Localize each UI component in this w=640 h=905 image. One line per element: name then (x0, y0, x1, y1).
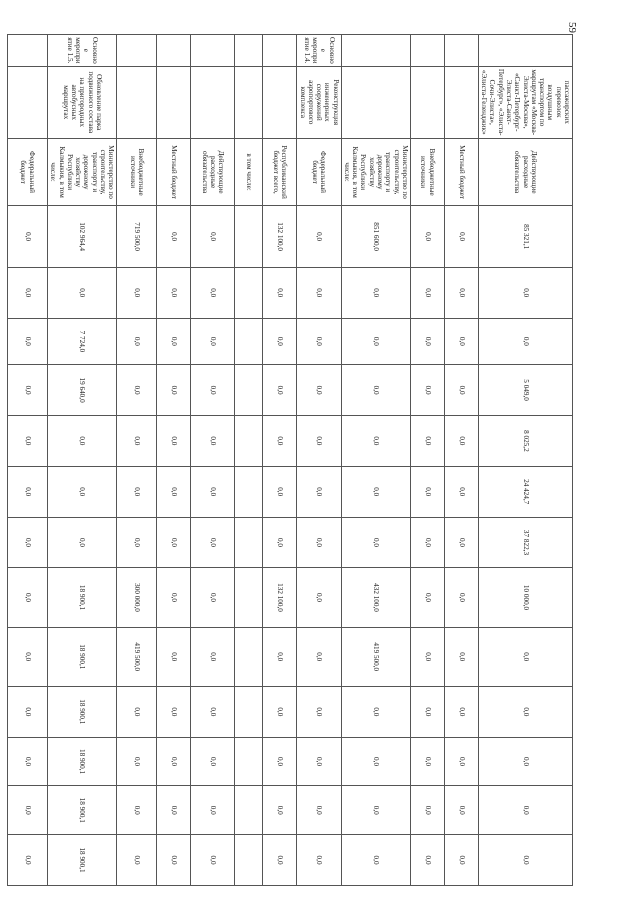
value-cell: 102 964,4 (48, 206, 117, 267)
value-cell: 0,0 (157, 786, 191, 835)
value-cell: 0,0 (297, 206, 341, 267)
measure-name-cell (117, 66, 157, 138)
value-cell: 0,0 (297, 466, 341, 517)
table-row (8, 35, 48, 886)
value-cell: 0,0 (444, 627, 478, 686)
value-cell: 0,0 (157, 568, 191, 627)
value-cell: 0,0 (410, 318, 444, 365)
measure-number-cell (478, 35, 572, 67)
value-cell: 0,0 (297, 517, 341, 568)
value-cell: 0,0 (341, 365, 410, 416)
value-cell: 300 000,0 (117, 568, 157, 627)
value-cell: 7 724,0 (48, 318, 117, 365)
value-cell: 0,0 (341, 686, 410, 737)
value-cell: 132 100,0 (263, 568, 297, 627)
value-cell: 0,0 (191, 568, 235, 627)
value-cell: 0,0 (191, 365, 235, 416)
value-cell: 0,0 (8, 466, 48, 517)
value-cell: 0,0 (8, 365, 48, 416)
value-cell: 0,0 (297, 835, 341, 886)
value-cell: 0,0 (478, 627, 572, 686)
value-cell: 0,0 (444, 365, 478, 416)
value-cell: 0,0 (410, 737, 444, 786)
value-cell: 419 500,0 (341, 627, 410, 686)
value-cell: 0,0 (8, 267, 48, 318)
value-cell: 0,0 (117, 835, 157, 886)
value-cell: 0,0 (48, 466, 117, 517)
value-cell: 18 900,1 (48, 568, 117, 627)
measure-name-cell (444, 66, 478, 138)
value-cell: 0,0 (191, 466, 235, 517)
value-cell: 0,0 (341, 318, 410, 365)
value-cell: 19 640,0 (48, 365, 117, 416)
measure-name-cell (8, 66, 48, 138)
value-cell: 0,0 (444, 318, 478, 365)
value-cell: 0,0 (297, 415, 341, 466)
value-cell: 0,0 (117, 737, 157, 786)
value-cell: 719 500,0 (117, 206, 157, 267)
funding-source-cell: Федеральный бюджет (297, 138, 341, 206)
value-cell: 0,0 (341, 267, 410, 318)
value-cell: 0,0 (478, 267, 572, 318)
value-cell: 0,0 (117, 686, 157, 737)
value-cell: 0,0 (410, 206, 444, 267)
value-cell: 5 049,0 (478, 365, 572, 416)
value-cell: 0,0 (410, 568, 444, 627)
value-cell: 0,0 (8, 206, 48, 267)
value-cell: 851 600,0 (341, 206, 410, 267)
value-cell: 0,0 (8, 568, 48, 627)
value-cell: 0,0 (341, 737, 410, 786)
value-cell: 0,0 (191, 517, 235, 568)
value-cell: 0,0 (478, 835, 572, 886)
value-cell: 0,0 (341, 466, 410, 517)
measure-name-cell (235, 66, 263, 138)
value-cell: 0,0 (157, 627, 191, 686)
funding-source-cell: Внебюджетные источники (117, 138, 157, 206)
value-cell: 0,0 (8, 737, 48, 786)
value-cell: 0,0 (191, 267, 235, 318)
value-cell: 0,0 (341, 786, 410, 835)
funding-source-cell: Федеральный бюджет (8, 138, 48, 206)
value-cell: 0,0 (157, 365, 191, 416)
funding-source-cell: Министерство по строительству, транспорту и дорожному хозяйству Республики Калмыкия, в том числе: (48, 138, 117, 206)
value-cell: 0,0 (444, 686, 478, 737)
value-cell: 8 025,2 (478, 415, 572, 466)
value-cell: 0,0 (157, 517, 191, 568)
table-row (235, 35, 263, 886)
value-cell: 0,0 (410, 365, 444, 416)
value-cell: 0,0 (297, 786, 341, 835)
value-cell: 0,0 (263, 415, 297, 466)
value-cell: 37 822,3 (478, 517, 572, 568)
measure-number-cell (444, 35, 478, 67)
value-cell: 0,0 (478, 686, 572, 737)
value-cell: 85 321,1 (478, 206, 572, 267)
value-cell: 0,0 (263, 267, 297, 318)
value-cell (235, 206, 263, 267)
value-cell: 419 500,0 (117, 627, 157, 686)
table-row (48, 35, 117, 886)
table-row (410, 35, 444, 886)
funding-source-cell: в том числе: (235, 138, 263, 206)
value-cell: 0,0 (191, 737, 235, 786)
value-cell: 0,0 (444, 517, 478, 568)
value-cell: 0,0 (263, 627, 297, 686)
value-cell (235, 737, 263, 786)
value-cell: 0,0 (263, 365, 297, 416)
value-cell: 0,0 (48, 517, 117, 568)
table-row (157, 35, 191, 886)
measure-number-cell (341, 35, 410, 67)
value-cell: 0,0 (191, 627, 235, 686)
value-cell: 0,0 (191, 318, 235, 365)
value-cell: 0,0 (444, 786, 478, 835)
value-cell: 0,0 (341, 415, 410, 466)
value-cell: 0,0 (263, 466, 297, 517)
page-number: 59 (566, 22, 578, 33)
value-cell: 0,0 (297, 737, 341, 786)
value-cell (235, 568, 263, 627)
measure-name-cell: Реконструкция инженерных сооружений аэропортового комплекса (297, 66, 341, 138)
value-cell: 0,0 (410, 415, 444, 466)
value-cell (235, 627, 263, 686)
value-cell: 0,0 (117, 466, 157, 517)
value-cell: 0,0 (297, 318, 341, 365)
value-cell: 0,0 (478, 786, 572, 835)
value-cell (235, 318, 263, 365)
measure-number-cell (157, 35, 191, 67)
value-cell: 24 424,7 (478, 466, 572, 517)
value-cell: 0,0 (410, 835, 444, 886)
rotated-budget-table (19, 34, 573, 886)
measure-name-cell (191, 66, 235, 138)
value-cell: 0,0 (48, 415, 117, 466)
funding-source-cell: Местный бюджет (157, 138, 191, 206)
value-cell: 0,0 (8, 517, 48, 568)
value-cell (235, 517, 263, 568)
table-row (478, 35, 572, 886)
funding-source-cell: Министерство по строительству, транспорту и дорожному хозяйству Республики Калмыкия, в том числе: (341, 138, 410, 206)
value-cell: 0,0 (117, 415, 157, 466)
budget-table (7, 34, 573, 886)
value-cell: 0,0 (157, 206, 191, 267)
value-cell: 0,0 (191, 686, 235, 737)
value-cell: 0,0 (444, 415, 478, 466)
value-cell: 0,0 (191, 835, 235, 886)
value-cell: 0,0 (191, 206, 235, 267)
value-cell: 0,0 (444, 835, 478, 886)
value-cell: 0,0 (8, 686, 48, 737)
value-cell (235, 786, 263, 835)
table-row (263, 35, 297, 886)
value-cell: 0,0 (48, 267, 117, 318)
value-cell: 18 900,1 (48, 627, 117, 686)
value-cell: 0,0 (117, 365, 157, 416)
value-cell: 0,0 (478, 737, 572, 786)
value-cell: 0,0 (157, 686, 191, 737)
value-cell (235, 835, 263, 886)
table-row (444, 35, 478, 886)
funding-source-cell: Действующие расходные обязательства (478, 138, 572, 206)
value-cell: 0,0 (8, 415, 48, 466)
measure-number-cell (263, 35, 297, 67)
value-cell: 0,0 (263, 318, 297, 365)
measure-number-cell (117, 35, 157, 67)
value-cell (235, 466, 263, 517)
measure-name-cell (341, 66, 410, 138)
value-cell: 0,0 (117, 517, 157, 568)
value-cell (235, 415, 263, 466)
value-cell: 0,0 (444, 737, 478, 786)
measure-name-cell (157, 66, 191, 138)
measure-name-cell: Обновление парка подвижного состава на пригородных автобусных маршрутах (48, 66, 117, 138)
value-cell: 0,0 (478, 318, 572, 365)
value-cell: 0,0 (191, 415, 235, 466)
measure-name-cell: пассажирских перевозок воздушным транспортом по маршрутам «Москва-Элиста-Москва», «Санкт-Петербург-Элиста-Санкт-Петербург», «Элиста-Сочи-Элиста», «Элиста-Геленджик» (478, 66, 572, 138)
value-cell: 0,0 (117, 786, 157, 835)
value-cell: 132 100,0 (263, 206, 297, 267)
measure-number-cell (8, 35, 48, 67)
value-cell: 432 100,0 (341, 568, 410, 627)
value-cell: 0,0 (297, 686, 341, 737)
value-cell (235, 686, 263, 737)
measure-name-cell (263, 66, 297, 138)
value-cell: 0,0 (444, 206, 478, 267)
measure-number-cell (410, 35, 444, 67)
value-cell: 0,0 (263, 737, 297, 786)
value-cell: 0,0 (297, 365, 341, 416)
table-row (341, 35, 410, 886)
value-cell: 0,0 (263, 517, 297, 568)
value-cell: 18 900,1 (48, 835, 117, 886)
table-row (297, 35, 341, 886)
value-cell: 0,0 (157, 835, 191, 886)
value-cell: 10 000,0 (478, 568, 572, 627)
measure-name-cell (410, 66, 444, 138)
measure-number-cell: Основное мероприятие 1.4. (297, 35, 341, 67)
value-cell: 0,0 (157, 318, 191, 365)
value-cell: 0,0 (117, 267, 157, 318)
value-cell: 0,0 (410, 466, 444, 517)
value-cell: 0,0 (341, 517, 410, 568)
measure-number-cell: Основное мероприятие 1.5. (48, 35, 117, 67)
value-cell: 0,0 (410, 786, 444, 835)
value-cell: 0,0 (263, 686, 297, 737)
value-cell: 0,0 (157, 466, 191, 517)
measure-number-cell (235, 35, 263, 67)
value-cell: 0,0 (444, 568, 478, 627)
value-cell: 0,0 (191, 786, 235, 835)
value-cell: 0,0 (410, 267, 444, 318)
value-cell: 0,0 (263, 786, 297, 835)
value-cell: 0,0 (297, 627, 341, 686)
value-cell: 0,0 (117, 318, 157, 365)
value-cell: 0,0 (8, 786, 48, 835)
value-cell: 18 900,1 (48, 737, 117, 786)
measure-number-cell (191, 35, 235, 67)
value-cell: 0,0 (263, 835, 297, 886)
funding-source-cell: Действующие расходные обязательства (191, 138, 235, 206)
value-cell: 18 900,1 (48, 686, 117, 737)
value-cell (235, 365, 263, 416)
funding-source-cell: Республиканский бюджет всего, (263, 138, 297, 206)
value-cell: 0,0 (157, 737, 191, 786)
value-cell: 0,0 (410, 517, 444, 568)
table-row (117, 35, 157, 886)
value-cell: 0,0 (410, 686, 444, 737)
value-cell: 0,0 (410, 627, 444, 686)
funding-source-cell: Местный бюджет (444, 138, 478, 206)
value-cell (235, 267, 263, 318)
value-cell: 18 900,1 (48, 786, 117, 835)
value-cell: 0,0 (8, 835, 48, 886)
value-cell: 0,0 (297, 267, 341, 318)
value-cell: 0,0 (444, 267, 478, 318)
value-cell: 0,0 (8, 627, 48, 686)
value-cell: 0,0 (341, 835, 410, 886)
value-cell: 0,0 (444, 466, 478, 517)
value-cell: 0,0 (157, 267, 191, 318)
value-cell: 0,0 (8, 318, 48, 365)
value-cell: 0,0 (157, 415, 191, 466)
table-row (191, 35, 235, 886)
funding-source-cell: Внебюджетные источники (410, 138, 444, 206)
value-cell: 0,0 (297, 568, 341, 627)
